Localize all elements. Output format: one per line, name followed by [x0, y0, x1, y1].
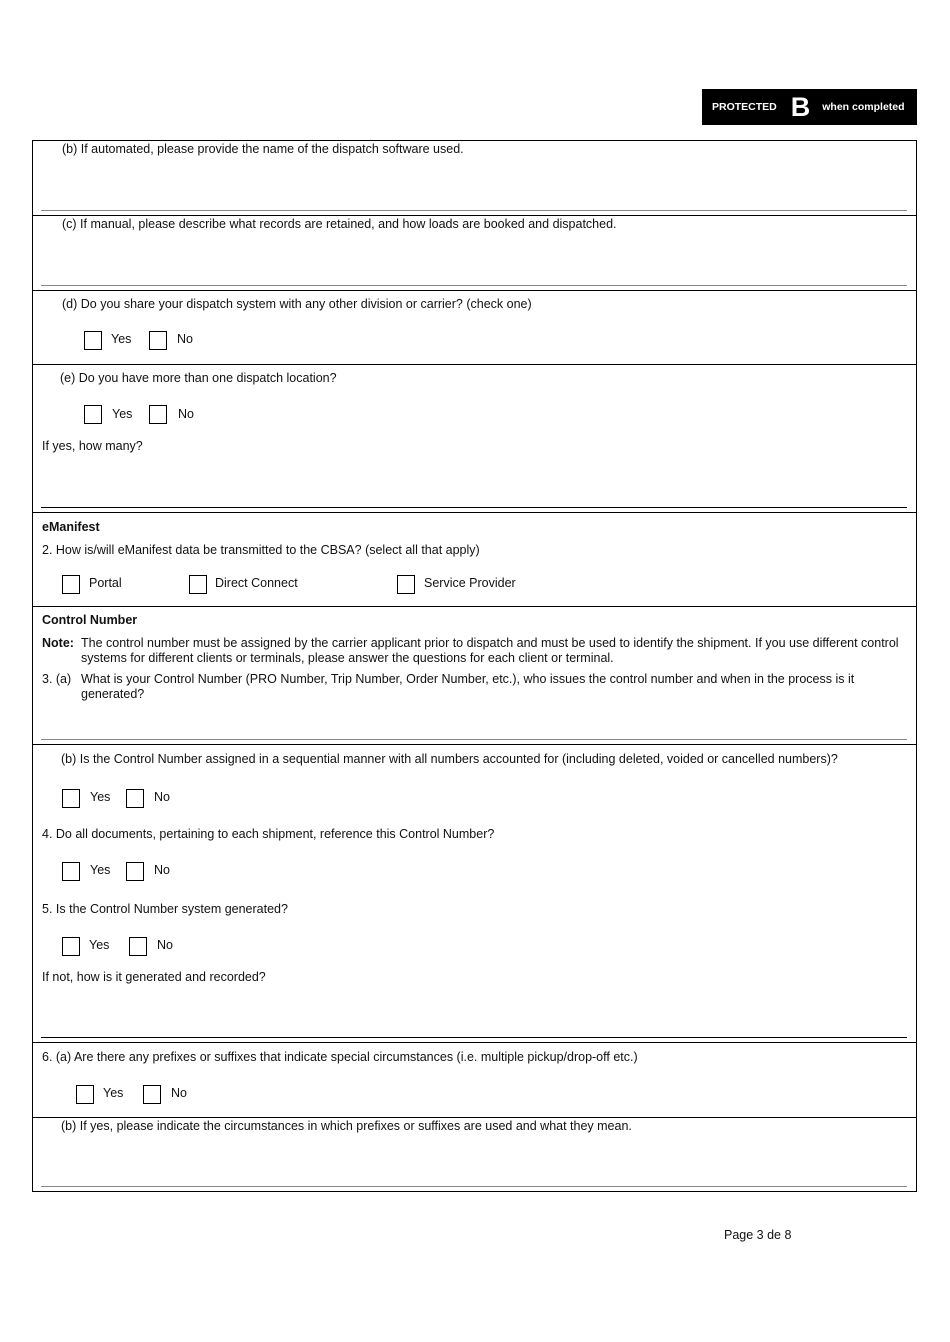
note-label: Note:	[42, 636, 74, 650]
answer-line-6b[interactable]	[41, 1186, 907, 1187]
followup-1e: If yes, how many?	[42, 439, 143, 453]
no-checkbox-3b[interactable]	[126, 789, 144, 808]
yes-label: Yes	[90, 790, 111, 804]
section-divider	[33, 364, 916, 365]
question-3a-number: 3. (a)	[42, 672, 72, 686]
yes-label: Yes	[112, 407, 133, 421]
question-1e: (e) Do you have more than one dispatch location?	[60, 371, 337, 385]
question-6b: (b) If yes, please indicate the circumstances in which prefixes or suffixes are used and what they mean.	[61, 1119, 632, 1133]
no-label: No	[157, 938, 173, 952]
section-divider	[33, 512, 916, 513]
no-checkbox-5[interactable]	[129, 937, 147, 956]
portal-checkbox[interactable]	[62, 575, 80, 594]
note-text: The control number must be assigned by the carrier applicant prior to dispatch and must be used to identify the shipment. If you use different control systems for different clients or terminals, please answer the questions for each client or terminal.	[81, 636, 899, 665]
portal-label: Portal	[89, 576, 122, 590]
yes-label: Yes	[90, 863, 111, 877]
question-1d: (d) Do you share your dispatch system with any other division or carrier? (check one)	[62, 297, 532, 311]
yes-checkbox-1e[interactable]	[84, 405, 102, 424]
no-checkbox-1d[interactable]	[149, 331, 167, 350]
section-divider	[33, 606, 916, 607]
no-checkbox-1e[interactable]	[149, 405, 167, 424]
question-4: 4. Do all documents, pertaining to each shipment, reference this Control Number?	[42, 827, 495, 841]
question-1c: (c) If manual, please describe what records are retained, and how loads are booked and dispatched.	[62, 217, 617, 231]
yes-checkbox-3b[interactable]	[62, 789, 80, 808]
no-label: No	[171, 1086, 187, 1100]
form-page	[32, 140, 917, 1192]
question-1b: (b) If automated, please provide the name of the dispatch software used.	[62, 142, 464, 156]
no-label: No	[154, 863, 170, 877]
question-2: 2. How is/will eManifest data be transmitted to the CBSA? (select all that apply)	[42, 543, 480, 557]
yes-label: Yes	[103, 1086, 124, 1100]
question-3a: What is your Control Number (PRO Number, Trip Number, Order Number, etc.), who issues the control number and when in the process is it generated?	[81, 672, 855, 701]
control-number-heading: Control Number	[42, 613, 138, 627]
section-divider	[33, 1117, 916, 1118]
section-divider	[33, 744, 916, 745]
yes-checkbox-6a[interactable]	[76, 1085, 94, 1104]
section-divider	[33, 290, 916, 291]
no-label: No	[177, 332, 193, 346]
yes-checkbox-4[interactable]	[62, 862, 80, 881]
service-provider-label: Service Provider	[424, 576, 516, 590]
question-5: 5. Is the Control Number system generated?	[42, 902, 288, 916]
when-completed-label: when completed	[822, 101, 905, 113]
service-provider-checkbox[interactable]	[397, 575, 415, 594]
no-checkbox-6a[interactable]	[143, 1085, 161, 1104]
section-divider	[33, 215, 916, 216]
yes-label: Yes	[111, 332, 132, 346]
direct-connect-checkbox[interactable]	[189, 575, 207, 594]
protected-label: PROTECTED	[712, 101, 777, 113]
answer-line-1c[interactable]	[41, 285, 907, 286]
question-6a: 6. (a) Are there any prefixes or suffixes that indicate special circumstances (i.e. multiple pickup/drop-off etc.)	[42, 1050, 638, 1064]
protected-b-badge	[702, 89, 917, 125]
followup-5: If not, how is it generated and recorded?	[42, 970, 266, 984]
protected-level: B	[790, 91, 811, 122]
no-checkbox-4[interactable]	[126, 862, 144, 881]
answer-line-1b[interactable]	[41, 210, 907, 211]
answer-line-1e[interactable]	[41, 507, 907, 508]
no-label: No	[178, 407, 194, 421]
page-number: Page 3 de 8	[724, 1228, 792, 1242]
yes-checkbox-5[interactable]	[62, 937, 80, 956]
question-3b: (b) Is the Control Number assigned in a sequential manner with all numbers accounted for (including deleted, voided or cancelled numbers)?	[61, 752, 838, 766]
yes-checkbox-1d[interactable]	[84, 331, 102, 350]
no-label: No	[154, 790, 170, 804]
answer-line-3a[interactable]	[41, 739, 907, 740]
emanifest-heading: eManifest	[42, 520, 100, 534]
yes-label: Yes	[89, 938, 110, 952]
direct-connect-label: Direct Connect	[215, 576, 298, 590]
section-divider	[33, 1042, 916, 1043]
answer-line-5[interactable]	[41, 1037, 907, 1038]
